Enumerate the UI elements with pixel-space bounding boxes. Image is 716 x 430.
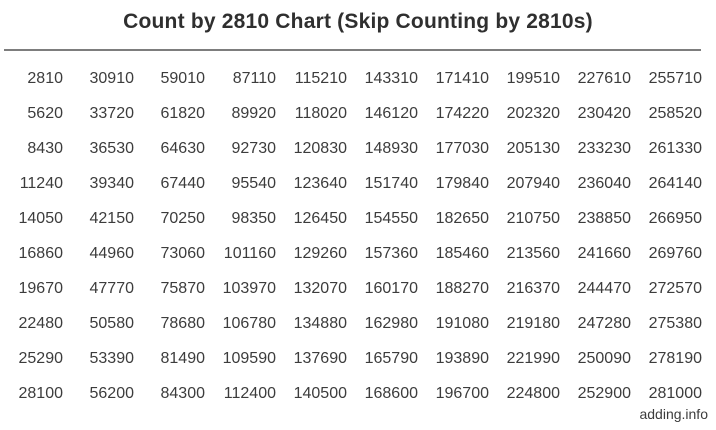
table-row [0,201,702,236]
table-cell: 154550 [364,209,418,227]
table-cell: 70250 [160,209,205,227]
table-cell: 210750 [506,209,560,227]
table-cell: 171410 [435,69,489,87]
page-title: Count by 2810 Chart (Skip Counting by 2810s) [123,10,593,33]
skip-counting-table [0,61,702,411]
table-cell: 261330 [648,139,702,157]
table-cell: 230420 [577,104,631,122]
table-cell: 177030 [435,139,489,157]
table-cell: 101160 [223,244,276,262]
table-cell: 244470 [577,279,631,297]
table-row [0,306,702,341]
table-cell: 28100 [18,384,63,402]
table-row [0,61,702,96]
table-cell: 160170 [364,279,418,297]
table-cell: 272570 [648,279,702,297]
table-cell: 140500 [293,384,347,402]
table-cell: 61820 [160,104,205,122]
table-cell: 207940 [506,174,560,192]
table-row [0,376,702,411]
table-cell: 2810 [27,69,63,87]
table-cell: 224800 [506,384,560,402]
table-cell: 162980 [364,314,418,332]
table-cell: 137690 [293,349,347,367]
table-cell: 92730 [231,139,276,157]
table-cell: 221990 [506,349,560,367]
table-cell: 73060 [160,244,205,262]
table-cell: 165790 [364,349,418,367]
table-cell: 157360 [364,244,418,262]
table-cell: 30910 [89,69,134,87]
table-cell: 36530 [89,139,134,157]
table-cell: 236040 [577,174,631,192]
table-cell: 196700 [435,384,489,402]
site-watermark: adding.info [639,406,708,422]
table-cell: 44960 [89,244,134,262]
table-cell: 191080 [435,314,489,332]
table-cell: 11240 [19,174,63,192]
table-cell: 8430 [27,139,63,157]
table-cell: 5620 [27,104,63,122]
table-cell: 67440 [160,174,205,192]
table-cell: 258520 [648,104,702,122]
table-cell: 143310 [364,69,418,87]
table-cell: 233230 [577,139,631,157]
table-row [0,131,702,166]
table-cell: 98350 [231,209,276,227]
table-cell: 109590 [222,349,276,367]
table-cell: 22480 [18,314,63,332]
table-cell: 281000 [648,384,702,402]
table-cell: 264140 [648,174,702,192]
table-cell: 168600 [364,384,418,402]
table-cell: 47770 [89,279,134,297]
table-cell: 216370 [506,279,560,297]
table-cell: 193890 [435,349,489,367]
table-cell: 252900 [577,384,631,402]
table-cell: 199510 [506,69,560,87]
table-cell: 148930 [364,139,418,157]
table-cell: 185460 [435,244,489,262]
table-cell: 126450 [293,209,347,227]
table-cell: 269760 [648,244,702,262]
table-cell: 39340 [89,174,134,192]
table-cell: 81490 [160,349,205,367]
table-cell: 112400 [223,384,276,402]
table-cell: 241660 [577,244,631,262]
table-cell: 16860 [18,244,63,262]
table-cell: 266950 [648,209,702,227]
table-row [0,96,702,131]
table-cell: 64630 [160,139,205,157]
table-cell: 275380 [648,314,702,332]
table-cell: 106780 [222,314,276,332]
table-cell: 25290 [18,349,63,367]
table-row [0,236,702,271]
table-cell: 59010 [160,69,205,87]
table-cell: 103970 [222,279,276,297]
table-cell: 87110 [232,69,276,87]
table-cell: 182650 [435,209,489,227]
table-cell: 250090 [577,349,631,367]
table-cell: 56200 [89,384,134,402]
title-divider [4,49,701,51]
table-cell: 202320 [506,104,560,122]
table-cell: 205130 [506,139,560,157]
table-cell: 188270 [435,279,489,297]
table-cell: 42150 [89,209,134,227]
table-cell: 151740 [364,174,418,192]
table-cell: 118020 [294,104,347,122]
table-cell: 278190 [648,349,702,367]
table-cell: 33720 [89,104,134,122]
table-cell: 84300 [160,384,205,402]
table-body [0,61,702,411]
table-cell: 14050 [18,209,63,227]
table-cell: 219180 [506,314,560,332]
table-cell: 132070 [293,279,347,297]
table-cell: 227610 [577,69,631,87]
table-cell: 134880 [293,314,347,332]
table-cell: 95540 [231,174,276,192]
table-cell: 78680 [160,314,205,332]
table-cell: 53390 [89,349,134,367]
table-row [0,166,702,201]
table-cell: 213560 [506,244,560,262]
table-cell: 255710 [648,69,702,87]
table-row [0,271,702,306]
table-cell: 247280 [577,314,631,332]
table-row [0,341,702,376]
table-cell: 50580 [89,314,134,332]
table-cell: 129260 [293,244,347,262]
table-cell: 238850 [577,209,631,227]
table-cell: 19670 [18,279,63,297]
table-cell: 179840 [435,174,489,192]
table-cell: 146120 [364,104,418,122]
table-cell: 75870 [160,279,205,297]
table-cell: 115210 [294,69,347,87]
table-cell: 123640 [293,174,347,192]
table-cell: 89920 [231,104,276,122]
table-cell: 120830 [293,139,347,157]
table-cell: 174220 [435,104,489,122]
